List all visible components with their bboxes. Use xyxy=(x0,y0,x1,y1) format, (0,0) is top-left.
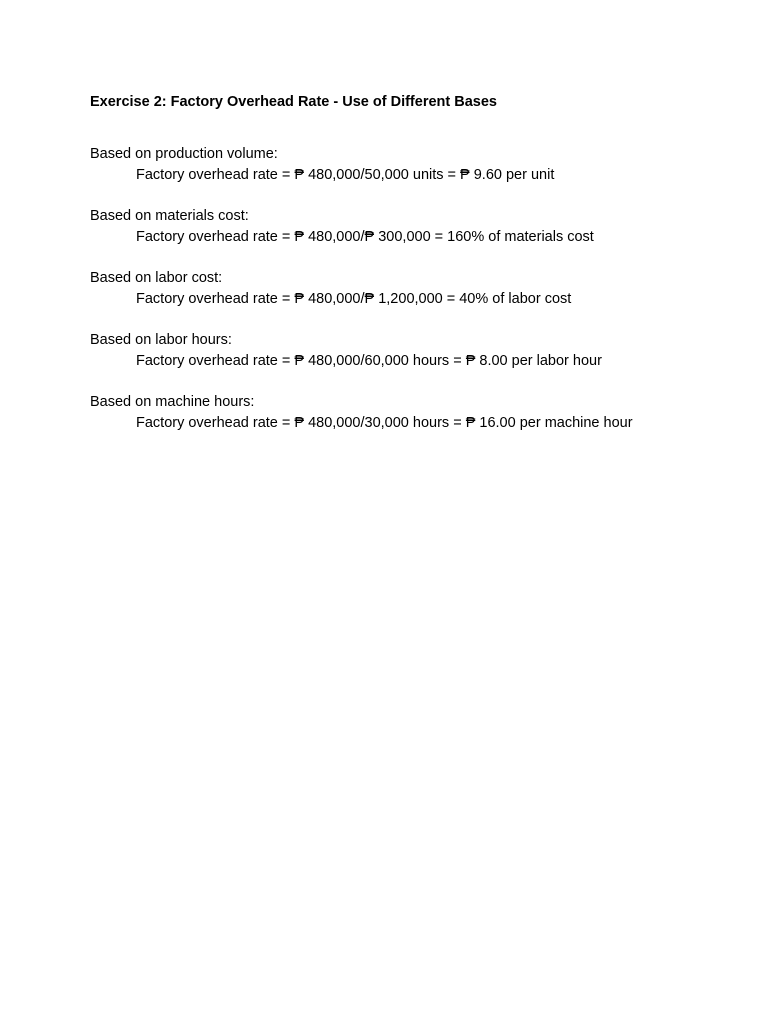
section-labor-cost xyxy=(90,268,730,309)
formula-line: Factory overhead rate = ₱ 480,000/50,000 units = ₱ 9.60 per unit xyxy=(136,166,555,183)
section-production-volume xyxy=(90,144,730,185)
basis-label: Based on materials cost: xyxy=(90,208,249,224)
basis-label: Based on labor cost: xyxy=(90,270,223,286)
document-content xyxy=(90,92,730,454)
section-labor-hours xyxy=(90,330,730,371)
basis-label: Based on production volume: xyxy=(90,146,278,162)
document-title: Exercise 2: Factory Overhead Rate - Use of Different Bases xyxy=(90,94,497,110)
section-machine-hours xyxy=(90,392,730,433)
formula-line: Factory overhead rate = ₱ 480,000/₱ 1,200,000 = 40% of labor cost xyxy=(136,290,572,307)
basis-label: Based on machine hours: xyxy=(90,394,255,410)
formula-line: Factory overhead rate = ₱ 480,000/30,000 hours = ₱ 16.00 per machine hour xyxy=(136,414,633,431)
basis-label: Based on labor hours: xyxy=(90,332,232,348)
formula-line: Factory overhead rate = ₱ 480,000/₱ 300,000 = 160% of materials cost xyxy=(136,228,594,245)
section-materials-cost xyxy=(90,206,730,247)
formula-line: Factory overhead rate = ₱ 480,000/60,000 hours = ₱ 8.00 per labor hour xyxy=(136,352,602,369)
